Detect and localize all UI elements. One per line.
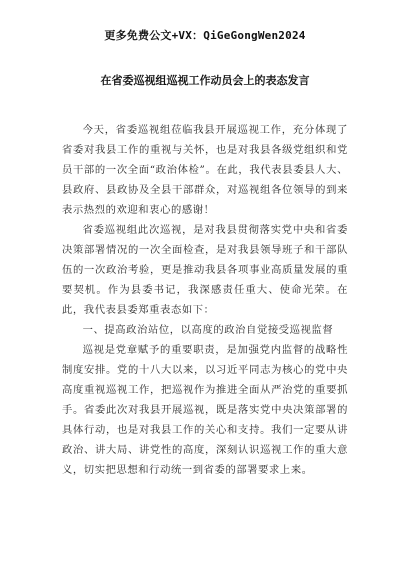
promo-banner: 更多免费公文+VX：QiGeGongWen2024 <box>104 29 306 42</box>
paragraph-significance: 省委巡视组此次巡视，是对我县贯彻落实党中央和省委决策部署情况的一次全面检查，是对我县领导班子和干部队伍的一次政治考验，更是推动我县各项事业高质量发展的重要契机。作为县委书记，我深感责任重大、使命光荣。在此，我代表县委郑重表态如下： <box>62 224 348 316</box>
document-title: 在省委巡视组巡视工作动员会上的表态发言 <box>100 74 310 87</box>
paragraph-section-1: 巡视是党章赋予的重要职责，是加强党内监督的战略性制度安排。党的十八大以来，以习近平同志为核心的党中央高度重视巡视工作，把巡视作为推进全面从严治党的重要抓手。省委此次对我县开展巡视，既是落实党中央决策部署的具体行动，也是对我县工作的关心和支持。我们一定要从讲政治、讲大局、讲党性的高度，深刻认识巡视工作的重大意义，切实把思想和行动统一到省委的部署要求上来。 <box>62 344 348 476</box>
paragraph-intro: 今天，省委巡视组莅临我县开展巡视工作，充分体现了省委对我县工作的重视与关怀，也是对我县各级党组织和党员干部的一次全面“政治体检”。在此，我代表县委县人大、县政府、县政协及全县干部群众，对巡视组各位领导的到来表示热烈的欢迎和衷心的感谢！ <box>62 124 348 216</box>
section-heading-1: 一、提高政治站位，以高度的政治自觉接受巡视监督 <box>82 324 334 336</box>
document-body <box>62 120 348 480</box>
